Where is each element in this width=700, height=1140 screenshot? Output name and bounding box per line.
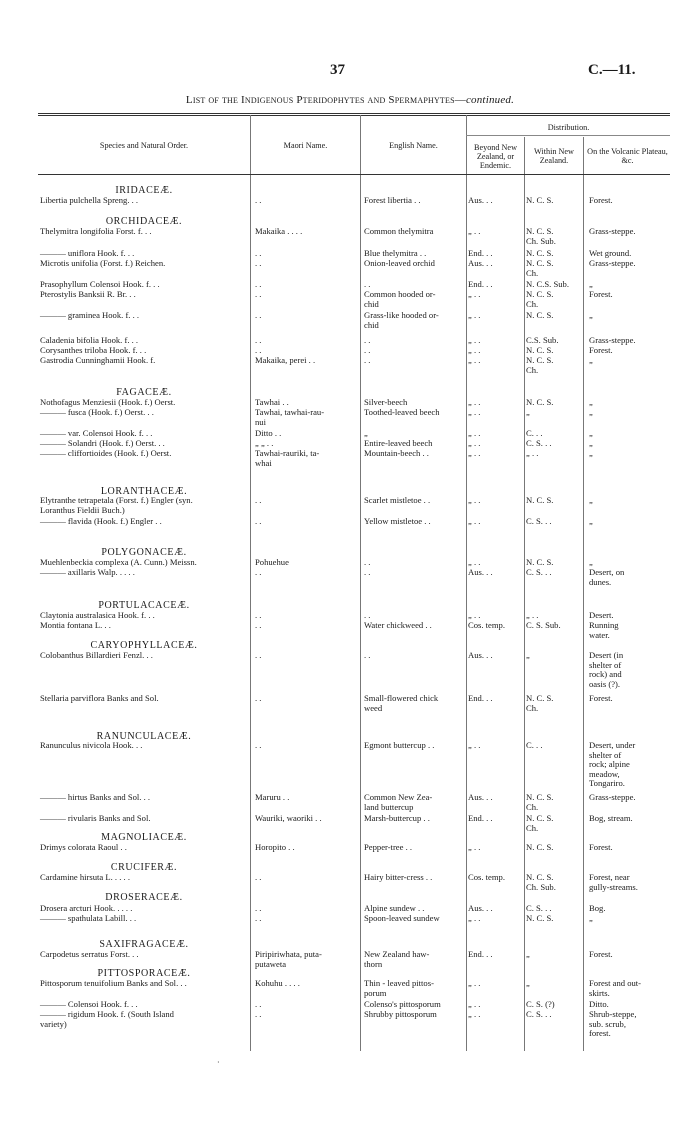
species-name: Muehlenbeckia complexa (A. Cunn.) Meissn. bbox=[40, 557, 197, 567]
beyond-nz-value: Aus. . . bbox=[468, 195, 493, 205]
species-name: Prasophyllum Colensoi Hook. f. . . bbox=[40, 279, 160, 289]
english-name: Pepper-tree . . bbox=[364, 842, 413, 852]
volcanic-plateau-value: Forest. bbox=[589, 195, 613, 205]
species-name: ——— cliffortioides (Hook. f.) Oerst. bbox=[40, 448, 172, 458]
beyond-nz-value: Aus. . . bbox=[468, 567, 493, 577]
species-name: Drimys colorata Raoul . . bbox=[40, 842, 127, 852]
english-name: . . bbox=[364, 650, 371, 660]
species-name: Microtis unifolia (Forst. f.) Reichen. bbox=[40, 258, 166, 268]
english-name: Yellow mistletoe . . bbox=[364, 516, 431, 526]
volcanic-plateau-value: Bog. bbox=[589, 903, 606, 913]
english-name: . . bbox=[364, 355, 371, 365]
maori-name: . . bbox=[255, 610, 262, 620]
english-name: Marsh-buttercup . . bbox=[364, 813, 430, 823]
beyond-nz-value: „ . . bbox=[468, 842, 481, 852]
volcanic-plateau-value: Forest, near gully-streams. bbox=[589, 872, 638, 892]
within-nz-value: C. S. Sub. bbox=[526, 620, 561, 630]
within-nz-value: N. C. S. bbox=[526, 248, 554, 258]
english-name: Common hooded or- chid bbox=[364, 289, 436, 309]
beyond-nz-value: „ . . bbox=[468, 355, 481, 365]
species-name: Montia fontana L. . . bbox=[40, 620, 111, 630]
volcanic-plateau-value: „ bbox=[589, 407, 593, 417]
species-name: ——— fusca (Hook. f.) Oerst. . . bbox=[40, 407, 154, 417]
english-name: Silver-beech bbox=[364, 397, 408, 407]
maori-name: Makaika . . . . bbox=[255, 226, 303, 236]
volcanic-plateau-value: Shrub-steppe, sub. scrub, forest. bbox=[589, 1009, 637, 1039]
col-distribution-header: Distribution. bbox=[547, 123, 590, 132]
species-name: Libertia pulchella Spreng. . . bbox=[40, 195, 139, 205]
within-nz-value: C. . . bbox=[526, 740, 543, 750]
family-heading: CRUCIFERÆ. bbox=[110, 862, 178, 873]
maori-name: Kohuhu . . . . bbox=[255, 978, 300, 988]
english-name: Scarlet mistletoe . . bbox=[364, 495, 431, 505]
volcanic-plateau-value: Forest. bbox=[589, 345, 613, 355]
beyond-nz-value: „ . . bbox=[468, 289, 481, 299]
maori-name: Maruru . . bbox=[255, 792, 290, 802]
within-nz-value: C. S. . . bbox=[526, 438, 552, 448]
within-nz-value: N. C. S. bbox=[526, 345, 554, 355]
within-nz-value: C. S. . . bbox=[526, 903, 552, 913]
english-name: Alpine sundew . . bbox=[364, 903, 425, 913]
beyond-nz-value: End. . . bbox=[468, 813, 493, 823]
species-name: ——— axillaris Walp. . . . . bbox=[40, 567, 135, 577]
beyond-nz-value: Aus. . . bbox=[468, 903, 493, 913]
within-nz-value: N. C. S. bbox=[526, 397, 554, 407]
table-top-rule-2 bbox=[38, 115, 670, 116]
english-name: Hairy bitter-cress . . bbox=[364, 872, 433, 882]
beyond-nz-value: Aus. . . bbox=[468, 792, 493, 802]
maori-name: . . bbox=[255, 248, 262, 258]
english-name: Water chickweed . . bbox=[364, 620, 432, 630]
volcanic-plateau-value: Running water. bbox=[589, 620, 619, 640]
col-divider bbox=[583, 137, 584, 1051]
volcanic-plateau-value: Forest. bbox=[589, 842, 613, 852]
beyond-nz-value: „ . . bbox=[468, 438, 481, 448]
english-name: Onion-leaved orchid bbox=[364, 258, 435, 268]
species-name: ——— Colensoi Hook. f. . . bbox=[40, 999, 138, 1009]
beyond-nz-value: „ . . bbox=[468, 999, 481, 1009]
english-name: „ bbox=[364, 428, 368, 438]
family-heading: LORANTHACEÆ. bbox=[100, 486, 188, 497]
family-heading: CARYOPHYLLACEÆ. bbox=[90, 640, 198, 651]
maori-name: . . bbox=[255, 289, 262, 299]
maori-name: . . bbox=[255, 999, 262, 1009]
beyond-nz-value: „ . . bbox=[468, 740, 481, 750]
within-nz-value: N. C. S. bbox=[526, 913, 554, 923]
volcanic-plateau-value: Desert. bbox=[589, 610, 614, 620]
english-name: Common New Zea- land buttercup bbox=[364, 792, 433, 812]
page-number: 37 bbox=[330, 62, 345, 78]
species-name: Elytranthe tetrapetala (Forst. f.) Engler (syn. Loranthus Fieldii Buch.) bbox=[40, 495, 193, 515]
family-heading: PORTULACACEÆ. bbox=[98, 600, 190, 611]
beyond-nz-value: End. . . bbox=[468, 693, 493, 703]
volcanic-plateau-value: Grass-steppe. bbox=[589, 258, 636, 268]
distribution-rule bbox=[466, 135, 670, 136]
volcanic-plateau-value: Grass-steppe. bbox=[589, 226, 636, 236]
col-maori-header: Maori Name. bbox=[283, 141, 328, 150]
beyond-nz-value: „ . . bbox=[468, 345, 481, 355]
volcanic-plateau-value: „ bbox=[589, 557, 593, 567]
beyond-nz-value: „ . . bbox=[468, 1009, 481, 1019]
species-name: ——— Solandri (Hook. f.) Oerst. . . bbox=[40, 438, 165, 448]
beyond-nz-value: Aus. . . bbox=[468, 650, 493, 660]
species-name: Stellaria parviflora Banks and Sol. bbox=[40, 693, 159, 703]
species-name: Corysanthes triloba Hook. f. . . bbox=[40, 345, 147, 355]
english-name: . . bbox=[364, 335, 371, 345]
within-nz-value: „ . . bbox=[526, 610, 539, 620]
english-name: Shrubby pittosporum bbox=[364, 1009, 437, 1019]
maori-name: . . bbox=[255, 335, 262, 345]
family-heading: SAXIFRAGACEÆ. bbox=[99, 939, 189, 950]
maori-name: „ „ . . bbox=[255, 438, 274, 448]
col-beyond-header: Beyond New Zealand, or Endemic. bbox=[474, 143, 517, 170]
maori-name: . . bbox=[255, 1009, 262, 1019]
within-nz-value: N. C. S. Ch. bbox=[526, 792, 554, 812]
within-nz-value: C. S. (?) bbox=[526, 999, 555, 1009]
english-name: Spoon-leaved sundew bbox=[364, 913, 440, 923]
beyond-nz-value: „ . . bbox=[468, 978, 481, 988]
english-name: . . bbox=[364, 610, 371, 620]
species-name: Drosera arcturi Hook. . . . . bbox=[40, 903, 133, 913]
within-nz-value: N. C. S. Ch. bbox=[526, 258, 554, 278]
volcanic-plateau-value: Bog, stream. bbox=[589, 813, 633, 823]
maori-name: . . bbox=[255, 620, 262, 630]
col-english-header: English Name. bbox=[389, 141, 438, 150]
species-name: Pittosporum tenuifolium Banks and Sol. . . bbox=[40, 978, 187, 988]
species-name: Pterostylis Banksii R. Br. . . bbox=[40, 289, 136, 299]
within-nz-value: C. . . bbox=[526, 428, 543, 438]
english-name: Entire-leaved beech bbox=[364, 438, 433, 448]
volcanic-plateau-value: Ditto. bbox=[589, 999, 609, 1009]
family-heading: MAGNOLIACEÆ. bbox=[101, 832, 187, 843]
volcanic-plateau-value: „ bbox=[589, 448, 593, 458]
volcanic-plateau-value: „ bbox=[589, 516, 593, 526]
beyond-nz-value: Cos. temp. bbox=[468, 620, 506, 630]
within-nz-value: „ bbox=[526, 949, 530, 959]
beyond-nz-value: Cos. temp. bbox=[468, 872, 506, 882]
species-name: Caladenia bifolia Hook. f. . . bbox=[40, 335, 139, 345]
english-name: . . bbox=[364, 345, 371, 355]
volcanic-plateau-value: „ bbox=[589, 438, 593, 448]
maori-name: Pohuehue bbox=[255, 557, 289, 567]
english-name: Mountain-beech . . bbox=[364, 448, 429, 458]
col-species-header: Species and Natural Order. bbox=[99, 141, 189, 150]
volcanic-plateau-value: „ bbox=[589, 913, 593, 923]
within-nz-value: N. C. S. Ch. Sub. bbox=[526, 226, 556, 246]
maori-name: Piripiriwhata, puta- putaweta bbox=[255, 949, 322, 969]
within-nz-value: N. C.S. Sub. bbox=[526, 279, 569, 289]
volcanic-plateau-value: Forest. bbox=[589, 693, 613, 703]
family-heading: PITTOSPORACEÆ. bbox=[97, 968, 191, 979]
maori-name: Makaika, perei . . bbox=[255, 355, 316, 365]
species-name: Nothofagus Menziesii (Hook. f.) Oerst. bbox=[40, 397, 176, 407]
volcanic-plateau-value: „ bbox=[589, 397, 593, 407]
maori-name: . . bbox=[255, 258, 262, 268]
maori-name: Tawhai, tawhai-rau- nui bbox=[255, 407, 325, 427]
col-volcanic-header: On the Volcanic Plateau, &c. bbox=[587, 147, 668, 165]
within-nz-value: N. C. S. bbox=[526, 842, 554, 852]
species-name: Thelymitra longifolia Forst. f. . . bbox=[40, 226, 152, 236]
page-mark: · bbox=[217, 1058, 220, 1067]
within-nz-value: N. C. S. bbox=[526, 195, 554, 205]
within-nz-value: C.S. Sub. bbox=[526, 335, 559, 345]
beyond-nz-value: „ . . bbox=[468, 913, 481, 923]
english-name: Common thelymitra bbox=[364, 226, 434, 236]
beyond-nz-value: „ . . bbox=[468, 610, 481, 620]
english-name: Colenso's pittosporum bbox=[364, 999, 441, 1009]
beyond-nz-value: „ . . bbox=[468, 310, 481, 320]
beyond-nz-value: „ . . bbox=[468, 448, 481, 458]
maori-name: Horopito . . bbox=[255, 842, 295, 852]
family-heading: ORCHIDACEÆ. bbox=[105, 216, 183, 227]
beyond-nz-value: „ . . bbox=[468, 495, 481, 505]
species-name: ——— hirtus Banks and Sol. . . bbox=[40, 792, 151, 802]
species-name: ——— rivularis Banks and Sol. bbox=[40, 813, 151, 823]
table-top-rule bbox=[38, 113, 670, 114]
beyond-nz-value: „ . . bbox=[468, 557, 481, 567]
family-heading: POLYGONACEÆ. bbox=[101, 547, 187, 558]
volcanic-plateau-value: „ bbox=[589, 310, 593, 320]
volcanic-plateau-value: „ bbox=[589, 279, 593, 289]
volcanic-plateau-value: „ bbox=[589, 428, 593, 438]
maori-name: Ditto . . bbox=[255, 428, 282, 438]
family-heading: RANUNCULACEÆ. bbox=[96, 731, 192, 742]
table-title bbox=[0, 94, 700, 106]
english-name: . . bbox=[364, 557, 371, 567]
document-code: C.—11. bbox=[588, 62, 636, 78]
beyond-nz-value: „ . . bbox=[468, 335, 481, 345]
within-nz-value: „ bbox=[526, 978, 530, 988]
english-name: Toothed-leaved beech bbox=[364, 407, 440, 417]
volcanic-plateau-value: Wet ground. bbox=[589, 248, 632, 258]
volcanic-plateau-value: Desert, on dunes. bbox=[589, 567, 625, 587]
volcanic-plateau-value: Desert (in shelter of rock) and oasis (?). bbox=[589, 650, 624, 689]
beyond-nz-value: End. . . bbox=[468, 248, 493, 258]
within-nz-value: N. C. S. Ch. bbox=[526, 355, 554, 375]
col-divider bbox=[466, 115, 467, 1051]
within-nz-value: „ bbox=[526, 650, 530, 660]
maori-name: . . bbox=[255, 872, 262, 882]
english-name: . . bbox=[364, 567, 371, 577]
within-nz-value: C. S. . . bbox=[526, 516, 552, 526]
within-nz-value: „ . . bbox=[526, 448, 539, 458]
family-heading: DROSERACEÆ. bbox=[105, 892, 183, 903]
maori-name: . . bbox=[255, 310, 262, 320]
within-nz-value: N. C. S. Ch. bbox=[526, 813, 554, 833]
within-nz-value: N. C. S. bbox=[526, 310, 554, 320]
within-nz-value: N. C. S. Ch. Sub. bbox=[526, 872, 556, 892]
beyond-nz-value: „ . . bbox=[468, 516, 481, 526]
maori-name: . . bbox=[255, 913, 262, 923]
species-name: Gastrodia Cunninghamii Hook. f. bbox=[40, 355, 156, 365]
beyond-nz-value: End. . . bbox=[468, 949, 493, 959]
species-name: ——— graminea Hook. f. . . bbox=[40, 310, 140, 320]
header-bottom-rule bbox=[38, 174, 670, 175]
maori-name: . . bbox=[255, 693, 262, 703]
volcanic-plateau-value: „ bbox=[589, 355, 593, 365]
title-main: List of the Indigenous Pteridophytes and Spermaphytes— bbox=[185, 94, 466, 106]
species-name: Cardamine hirsuta L. . . . . bbox=[40, 872, 130, 882]
beyond-nz-value: „ . . bbox=[468, 397, 481, 407]
english-name: Small-flowered chick weed bbox=[364, 693, 439, 713]
english-name: Forest libertia . . bbox=[364, 195, 421, 205]
col-divider bbox=[360, 115, 361, 1051]
maori-name: . . bbox=[255, 345, 262, 355]
beyond-nz-value: „ . . bbox=[468, 407, 481, 417]
within-nz-value: C. S. . . bbox=[526, 1009, 552, 1019]
beyond-nz-value: Aus. . . bbox=[468, 258, 493, 268]
species-name: Carpodetus serratus Forst. . . bbox=[40, 949, 139, 959]
species-name: Colobanthus Billardieri Fenzl. . . bbox=[40, 650, 153, 660]
english-name: Egmont buttercup . . bbox=[364, 740, 435, 750]
species-name: Claytonia australasica Hook. f. . . bbox=[40, 610, 155, 620]
beyond-nz-value: „ . . bbox=[468, 226, 481, 236]
species-name: ——— var. Colensoi Hook. f. . . bbox=[40, 428, 153, 438]
maori-name: . . bbox=[255, 495, 262, 505]
english-name: New Zealand haw- thorn bbox=[364, 949, 430, 969]
species-name: ——— rigidum Hook. f. (South Island variety) bbox=[40, 1009, 174, 1029]
english-name: Grass-like hooded or- chid bbox=[364, 310, 439, 330]
maori-name: . . bbox=[255, 903, 262, 913]
english-name: Blue thelymitra . . bbox=[364, 248, 427, 258]
within-nz-value: N. C. S. Ch. bbox=[526, 289, 554, 309]
volcanic-plateau-value: Forest. bbox=[589, 949, 613, 959]
english-name: Thin - leaved pittos- porum bbox=[364, 978, 434, 998]
volcanic-plateau-value: Forest and out- skirts. bbox=[589, 978, 642, 998]
family-heading: IRIDACEÆ. bbox=[115, 185, 173, 196]
beyond-nz-value: „ . . bbox=[468, 428, 481, 438]
within-nz-value: N. C. S. bbox=[526, 495, 554, 505]
maori-name: . . bbox=[255, 567, 262, 577]
species-name: ——— flavida (Hook. f.) Engler . . bbox=[40, 516, 162, 526]
col-within-header: Within New Zealand. bbox=[534, 147, 574, 165]
english-name: . . bbox=[364, 279, 371, 289]
maori-name: Wauriki, waoriki . . bbox=[255, 813, 322, 823]
within-nz-value: N. C. S. Ch. bbox=[526, 693, 554, 713]
family-heading: FAGACEÆ. bbox=[116, 387, 172, 398]
maori-name: . . bbox=[255, 279, 262, 289]
maori-name: Tawhai . . bbox=[255, 397, 289, 407]
volcanic-plateau-value: „ bbox=[589, 495, 593, 505]
volcanic-plateau-value: Desert, under shelter of rock; alpine meadow, Tongariro. bbox=[589, 740, 636, 789]
within-nz-value: „ bbox=[526, 407, 530, 417]
beyond-nz-value: End. . . bbox=[468, 279, 493, 289]
title-suffix: continued. bbox=[465, 94, 515, 106]
species-name: Ranunculus nivicola Hook. . . bbox=[40, 740, 143, 750]
maori-name: Tawhai-rauriki, ta- whai bbox=[255, 448, 320, 468]
species-name: ——— spathulata Labill. . . bbox=[40, 913, 137, 923]
maori-name: . . bbox=[255, 650, 262, 660]
volcanic-plateau-value: Grass-steppe. bbox=[589, 335, 636, 345]
maori-name: . . bbox=[255, 740, 262, 750]
species-name: ——— uniflora Hook. f. . . bbox=[40, 248, 135, 258]
within-nz-value: N. C. S. bbox=[526, 557, 554, 567]
volcanic-plateau-value: Forest. bbox=[589, 289, 613, 299]
volcanic-plateau-value: Grass-steppe. bbox=[589, 792, 636, 802]
maori-name: . . bbox=[255, 516, 262, 526]
col-divider bbox=[250, 115, 251, 1051]
within-nz-value: C. S. . . bbox=[526, 567, 552, 577]
maori-name: . . bbox=[255, 195, 262, 205]
